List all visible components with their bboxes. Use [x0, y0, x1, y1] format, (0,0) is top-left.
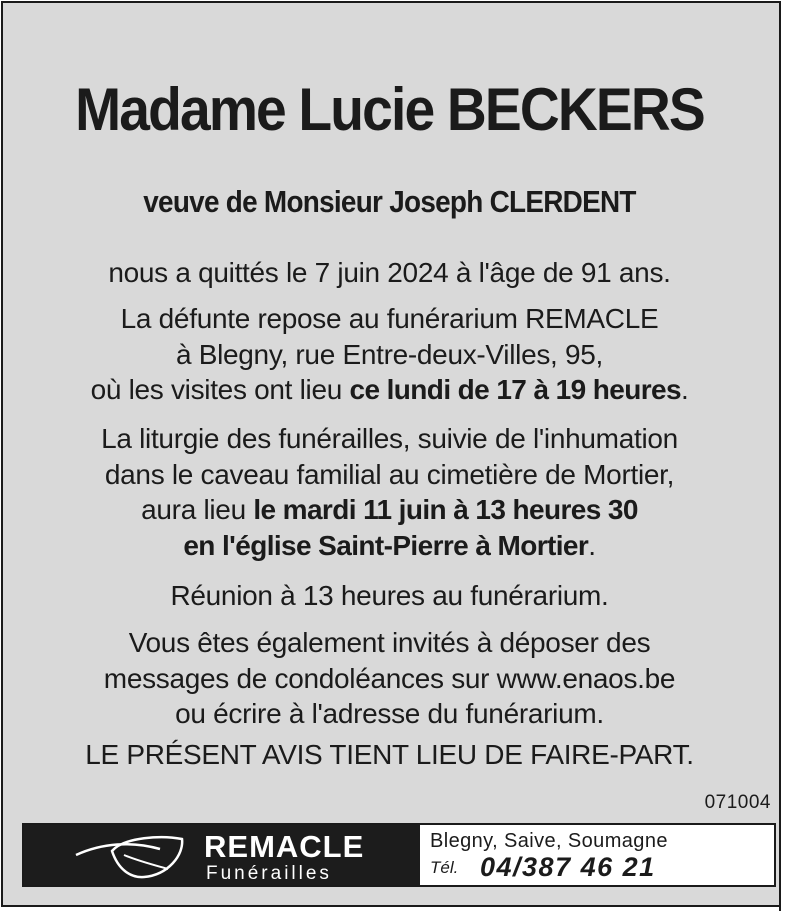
- obituary-notice: [1, 1, 784, 907]
- death-date-line: nous a quittés le 7 juin 2024 à l'âge de 91 ans.: [108, 257, 671, 288]
- liturgy-place: en l'église Saint-Pierre à Mortier: [183, 529, 589, 561]
- visitation-line-1: La défunte repose au funérarium REMACLE: [120, 303, 659, 334]
- funeral-home-banner: [22, 823, 776, 887]
- visitation-line-3-text: où les visites ont lieu: [90, 374, 350, 405]
- visitation-line-3: [3, 372, 776, 408]
- widow-of-line: veuve de Monsieur Joseph CLERDENT: [143, 184, 636, 219]
- locations-text: Blegny, Saive, Soumagne: [430, 830, 668, 852]
- reference-number: 071004: [704, 792, 771, 813]
- right-margin-strip: [779, 1, 785, 911]
- leaf-logo-icon: [72, 835, 192, 881]
- liturgy-line-2: dans le caveau familial au cimetière de Mortier,: [104, 458, 675, 490]
- visitation-line-2: à Blegny, rue Entre-deux-Villes, 95,: [175, 338, 604, 370]
- faire-part-line: LE PRÉSENT AVIS TIENT LIEU DE FAIRE-PART.: [85, 739, 694, 770]
- faire-part-notice: [3, 737, 776, 773]
- liturgy-date: le mardi 11 juin à 13 heures 30: [253, 494, 638, 525]
- visitation-line-3-end: .: [680, 374, 689, 405]
- brand-subtitle: Funérailles: [206, 863, 332, 884]
- death-announcement: [3, 255, 776, 291]
- visitation-time: ce lundi de 17 à 19 heures: [349, 374, 681, 405]
- phone-label: Tél.: [430, 858, 459, 877]
- deceased-name: Madame Lucie BECKERS: [75, 76, 704, 143]
- liturgy-line-4-end: .: [588, 529, 596, 561]
- condolences-line-1: Vous êtes également invités à déposer des: [128, 627, 651, 658]
- meeting-line: Réunion à 13 heures au funérarium.: [170, 580, 609, 611]
- brand-block: [24, 825, 420, 885]
- liturgy-line-3-text: aura lieu: [141, 494, 254, 525]
- condolences-line-3: ou écrire à l'adresse du funérarium.: [175, 698, 604, 729]
- liturgy-line-3: [3, 492, 776, 528]
- visitation-paragraph: [3, 301, 776, 408]
- meeting-paragraph: [3, 578, 776, 614]
- condolences-line-2: messages de condoléances sur www.enaos.be: [103, 662, 676, 694]
- liturgy-line-1: La liturgie des funérailles, suivie de l'inhumation: [101, 423, 678, 454]
- phone-number: 04/387 46 21: [480, 852, 656, 882]
- brand-name: REMACLE: [204, 829, 365, 864]
- contact-block: [420, 825, 774, 885]
- liturgy-paragraph: [3, 421, 776, 563]
- condolences-paragraph: [3, 625, 776, 732]
- liturgy-line-4: [3, 528, 776, 564]
